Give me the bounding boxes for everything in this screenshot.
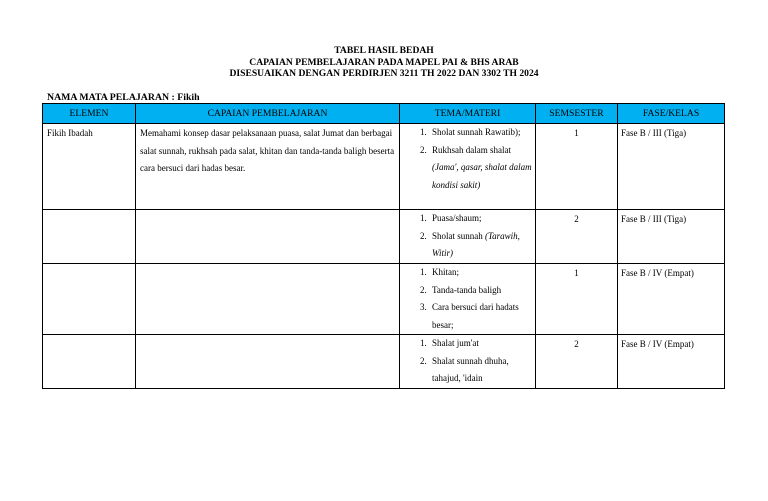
cell-tema bbox=[400, 335, 536, 389]
column-header-elemen: ELEMEN bbox=[43, 104, 136, 124]
cell-fase: Fase B / IV (Empat) bbox=[618, 335, 725, 389]
cell-semester: 1 bbox=[536, 124, 618, 210]
tema-list bbox=[402, 264, 533, 334]
cell-elemen bbox=[43, 335, 136, 389]
list-item: 2. Sholat sunnah (Tarawih, Witir) bbox=[429, 228, 533, 263]
cell-elemen bbox=[43, 264, 136, 335]
tema-list bbox=[402, 124, 533, 194]
column-header-semester: SEMSESTER bbox=[536, 104, 618, 124]
list-item: 3. Cara bersuci dari hadats besar; bbox=[429, 299, 533, 334]
cell-tema bbox=[400, 264, 536, 335]
title-line-1: TABEL HASIL BEDAH bbox=[334, 45, 434, 56]
cell-tema bbox=[400, 124, 536, 210]
list-item: 1. Khitan; bbox=[429, 264, 533, 282]
table-row bbox=[43, 124, 725, 210]
column-header-capaian: CAPAIAN PEMBELAJARAN bbox=[136, 104, 400, 124]
curriculum-table bbox=[42, 103, 725, 389]
cell-capaian bbox=[136, 264, 400, 335]
title-line-3: DISESUAIKAN DENGAN PERDIRJEN 3211 TH 2022 DAN 3302 TH 2024 bbox=[229, 68, 539, 80]
list-item: 1. Sholat sunnah Rawatib); bbox=[429, 124, 533, 142]
table-row bbox=[43, 210, 725, 264]
cell-capaian bbox=[136, 210, 400, 264]
cell-semester: 1 bbox=[536, 264, 618, 335]
table-row bbox=[43, 264, 725, 335]
list-item: 2. Rukhsah dalam shalat (Jama', qasar, shalat dalam kondisi sakit) bbox=[429, 142, 533, 195]
column-header-tema: TEMA/MATERI bbox=[400, 104, 536, 124]
list-item: 1. Puasa/shaum; bbox=[429, 210, 533, 228]
column-header-fase: FASE/KELAS bbox=[618, 104, 725, 124]
cell-fase: Fase B / III (Tiga) bbox=[618, 124, 725, 210]
tema-list bbox=[402, 210, 533, 263]
title-line-2: CAPAIAN PEMBELAJARAN PADA MAPEL PAI & BHS ARAB bbox=[249, 56, 519, 68]
cell-semester: 2 bbox=[536, 335, 618, 389]
cell-capaian bbox=[136, 335, 400, 389]
cell-semester: 2 bbox=[536, 210, 618, 264]
cell-elemen bbox=[43, 210, 136, 264]
cell-capaian: Memahami konsep dasar pelaksanaan puasa, salat Jumat dan berbagai salat sunnah, rukhsah pada salat, khitan dan tanda-tanda baligh beserta cara bersuci dari hadas besar. bbox=[136, 124, 400, 210]
subject-label: NAMA MATA PELAJARAN : Fikih bbox=[47, 92, 200, 103]
cell-tema bbox=[400, 210, 536, 264]
cell-elemen: Fikih Ibadah bbox=[43, 124, 136, 210]
table-row bbox=[43, 335, 725, 389]
tema-list bbox=[402, 335, 533, 388]
document-title-block bbox=[0, 45, 768, 80]
list-item: 2. Tanda-tanda baligh bbox=[429, 282, 533, 300]
cell-fase: Fase B / III (Tiga) bbox=[618, 210, 725, 264]
cell-fase: Fase B / IV (Empat) bbox=[618, 264, 725, 335]
list-item: 2. Shalat sunnah dhuha, tahajud, 'idain bbox=[429, 353, 533, 388]
table-header-row bbox=[43, 104, 725, 124]
list-item: 1. Shalat jum'at bbox=[429, 335, 533, 353]
